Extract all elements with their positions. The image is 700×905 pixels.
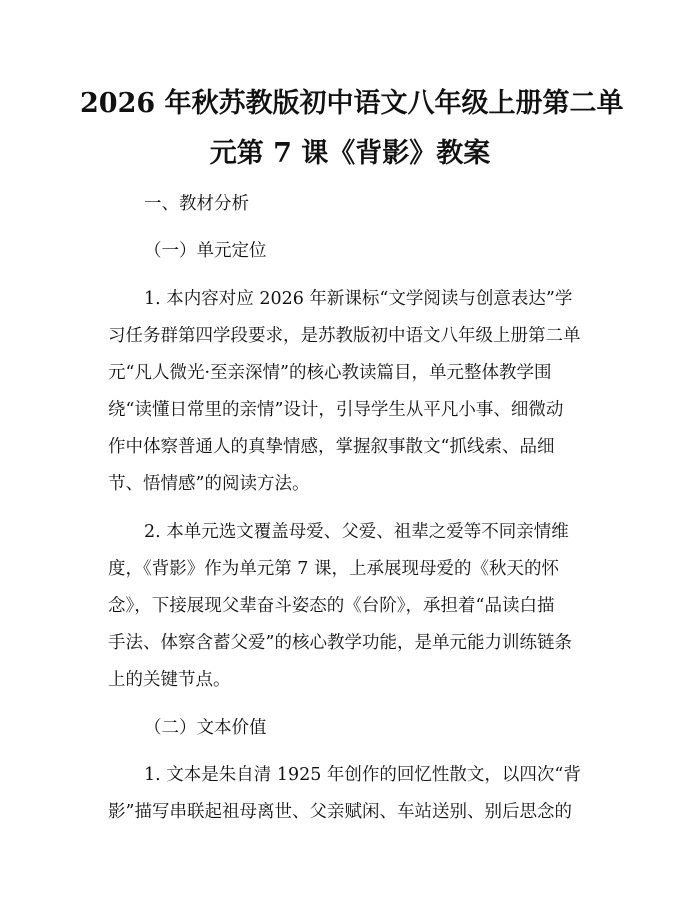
document-title-line-1: 2026 年秋苏教版初中语文八年级上册第二单 <box>80 88 624 119</box>
paragraph-line: 1. 文本是朱自清 1925 年创作的回忆性散文，以四次“背 <box>144 765 581 785</box>
paragraph-line: 作中体察普通人的真挚情感，掌握叙事散文“抓线索、品细 <box>108 437 555 457</box>
paragraph-line: 绕“读懂日常里的亲情”设计，引导学生从平凡小事、细微动 <box>108 400 564 420</box>
paragraph-line: 习任务群第四学段要求，是苏教版初中语文八年级上册第二单 <box>108 326 581 346</box>
subsection-heading-unit-positioning: （一）单元定位 <box>144 241 267 261</box>
paragraph-line: 2. 本单元选文覆盖母爱、父爱、祖辈之爱等不同亲情维 <box>144 522 569 542</box>
paragraph-line: 影”描写串联起祖母离世、父亲赋闲、车站送别、别后思念的 <box>108 802 572 822</box>
paragraph-line: 手法、体察含蓄父爱”的核心教学功能，是单元能力训练链条 <box>108 633 572 653</box>
subsection-heading-text-value: （二）文本价值 <box>144 718 267 738</box>
paragraph-line: 上的关键节点。 <box>108 670 231 690</box>
paragraph-line: 念》，下接展现父辈奋斗姿态的《台阶》，承担着“品读白描 <box>108 596 555 616</box>
section-heading: 一、教材分析 <box>144 194 249 214</box>
paragraph-line: 元“凡人微光·至亲深情”的核心教读篇目，单元整体教学围 <box>108 363 552 383</box>
document-title-line-2: 元第 7 课《背影》教案 <box>209 138 491 169</box>
paragraph-line: 节、悟情感”的阅读方法。 <box>108 474 310 494</box>
paragraph-line: 度，《背影》作为单元第 7 课，上承展现母爱的《秋天的怀 <box>108 559 560 579</box>
paragraph-line: 1. 本内容对应 2026 年新课标“文学阅读与创意表达”学 <box>144 289 573 309</box>
